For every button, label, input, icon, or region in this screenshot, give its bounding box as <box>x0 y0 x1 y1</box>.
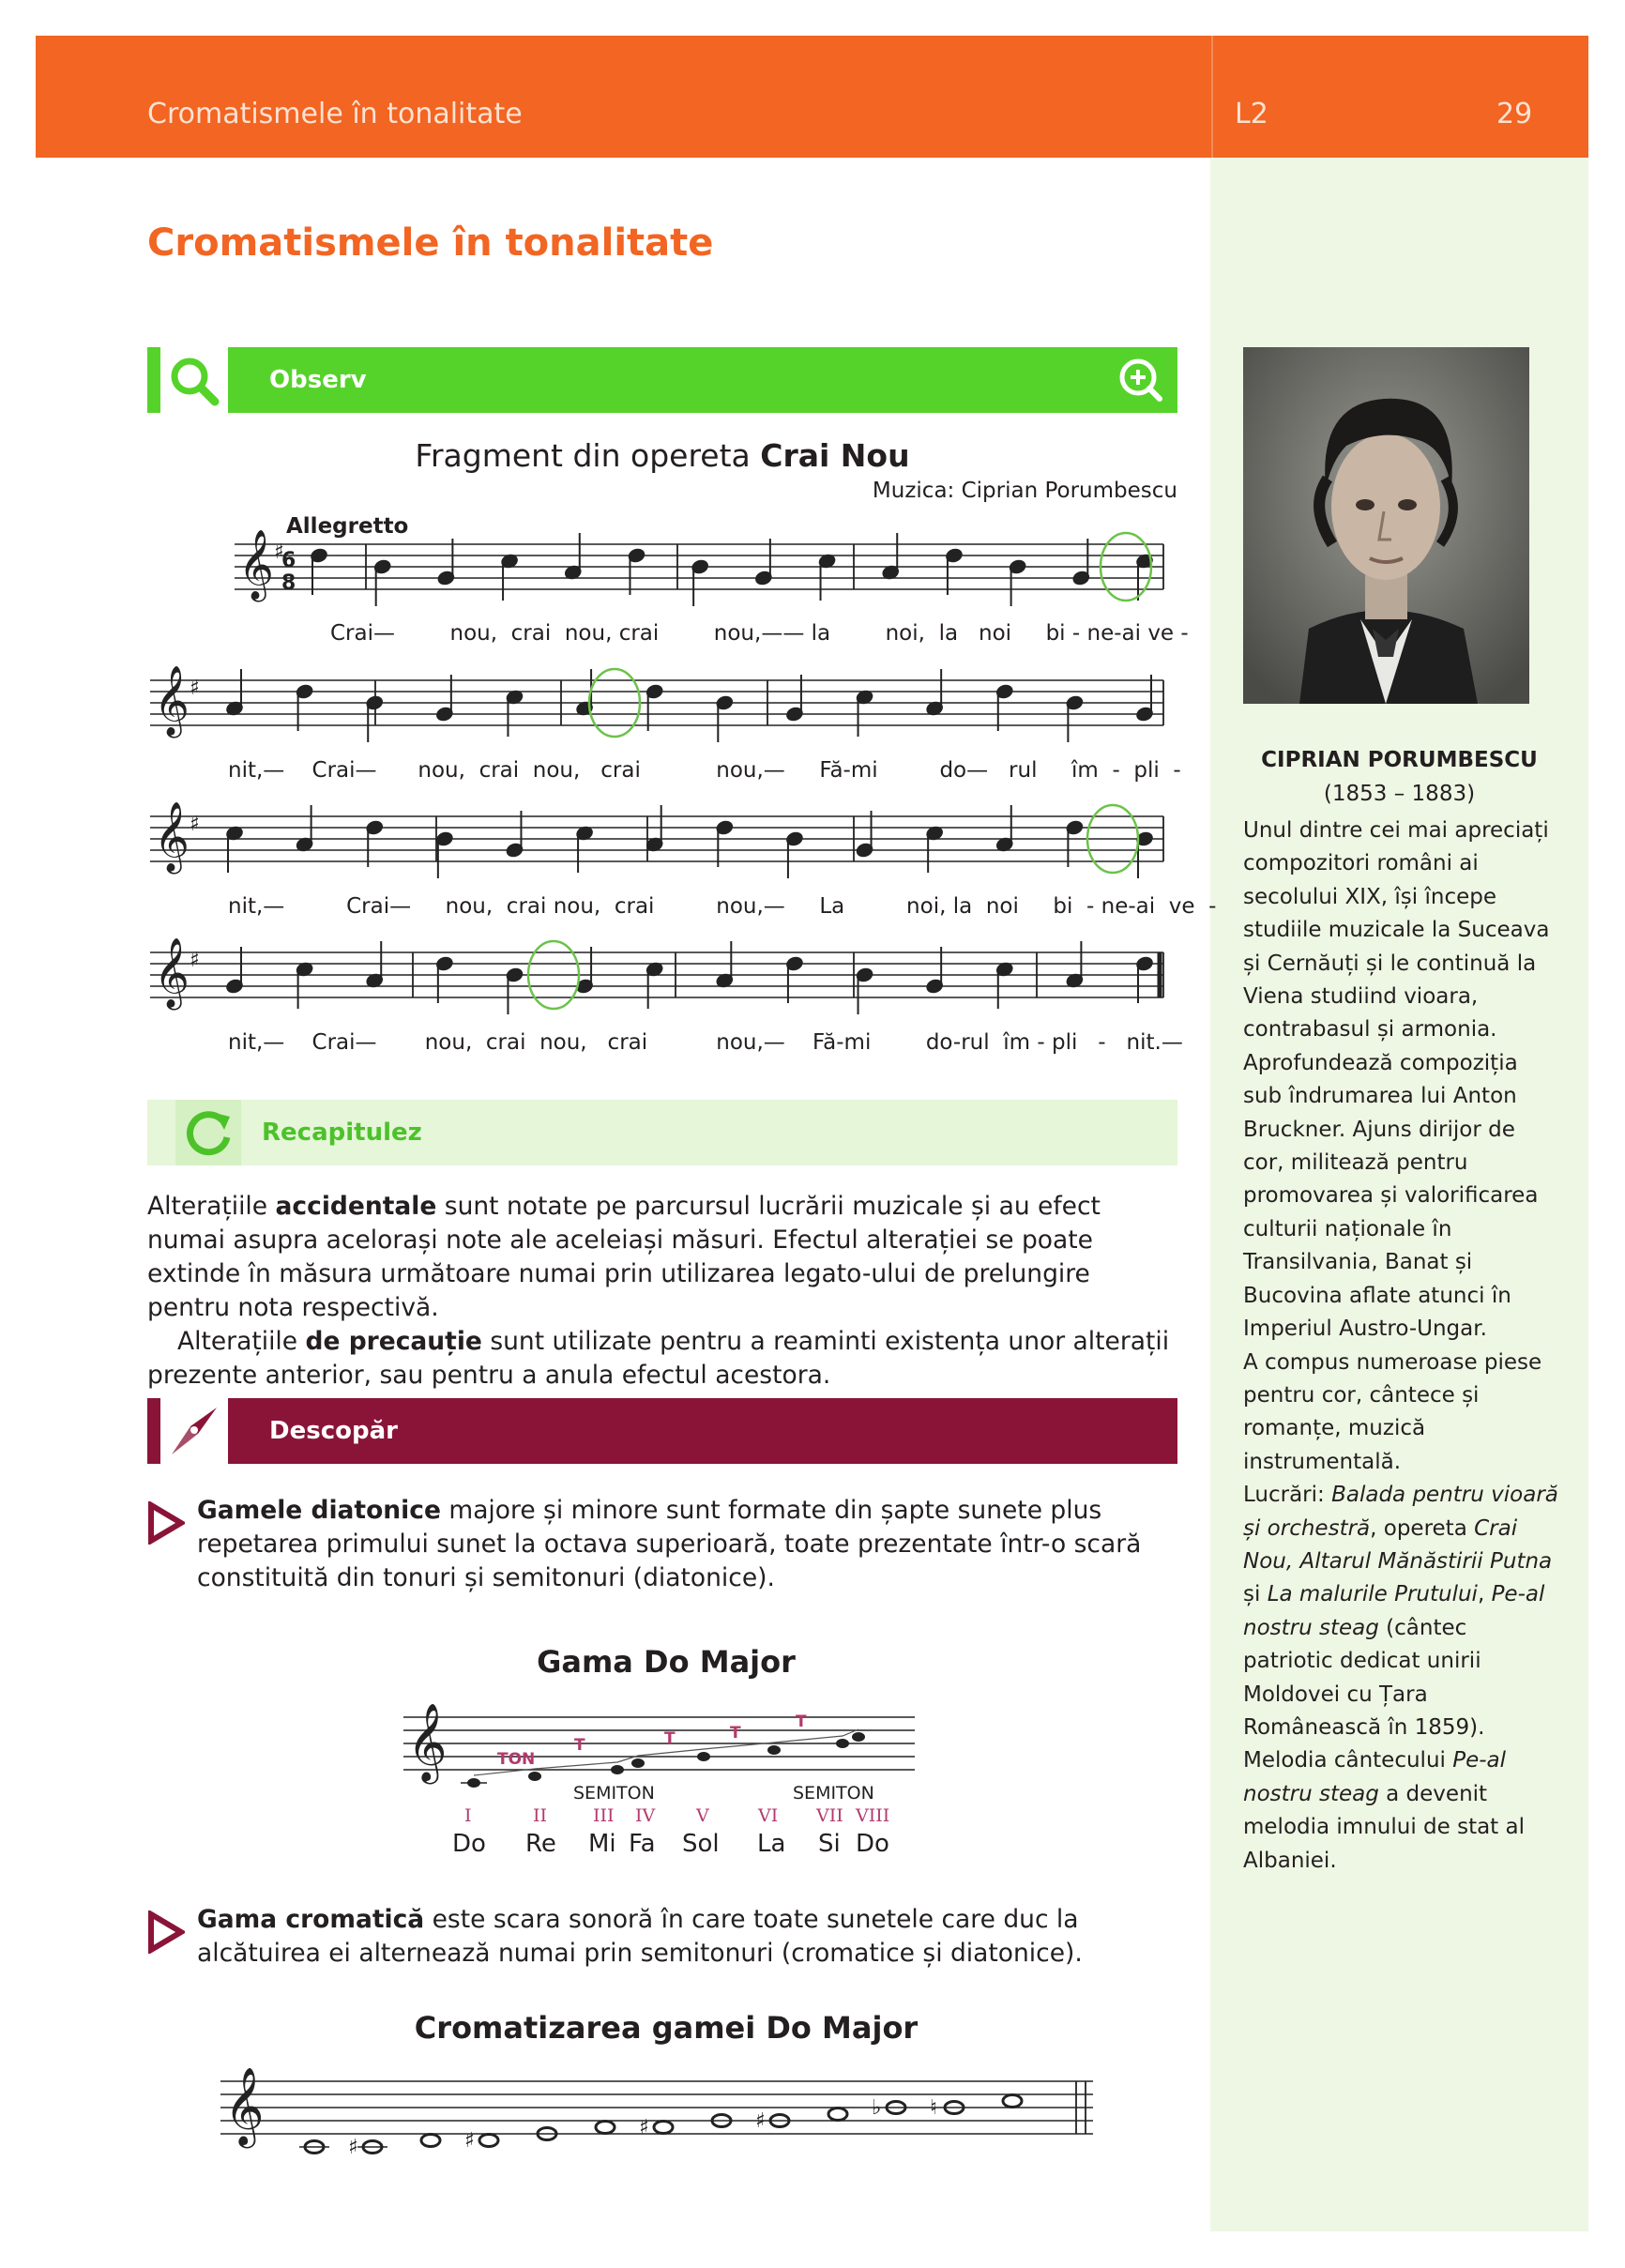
scale-major-labels <box>403 1783 929 1867</box>
chromatic-note <box>479 2135 498 2147</box>
scale-note <box>697 1752 710 1761</box>
note-name: Do <box>856 1830 889 1858</box>
works-sep-2: și <box>1243 1582 1268 1607</box>
section-descopar <box>147 1398 1177 1464</box>
semitone-label: SEMITON <box>793 1783 874 1804</box>
recap-p1-bold: accidentale <box>275 1192 437 1221</box>
degree-label: VII <box>816 1805 843 1826</box>
works-sep-1: , opereta <box>1370 1515 1475 1541</box>
degree-label: III <box>593 1805 615 1826</box>
accidental: ♯ <box>639 2116 649 2139</box>
treble-clef: 𝄞 <box>154 666 190 737</box>
header-divider <box>1211 36 1213 158</box>
interval-label: T <box>796 1712 807 1731</box>
header-bar <box>36 36 1588 158</box>
composer-bio <box>1243 814 1562 1878</box>
accidental: ♯ <box>348 2136 358 2159</box>
degree-label: V <box>696 1805 709 1826</box>
recap-p2-before: Alterațiile <box>177 1327 306 1356</box>
zoom-in-icon[interactable] <box>1117 357 1164 403</box>
works-label: Lucrări: <box>1243 1483 1332 1508</box>
lyrics-line-2: nit,— Crai— nou, crai nou, crai nou,— Fă-mi do— rul îm - pli - <box>228 758 1181 783</box>
bio-paragraph-2: A compus numeroase piese pentru cor, cântece și romanțe, muzică instrumentală. <box>1243 1349 1542 1474</box>
composer-years: (1853 – 1883) <box>1323 782 1476 806</box>
search-icon <box>147 347 241 413</box>
refresh-icon <box>175 1100 241 1165</box>
lesson-label: L2 <box>1235 98 1268 130</box>
accidental: ♮ <box>930 2096 937 2120</box>
key-signature-sharp: ♯ <box>190 949 200 972</box>
scale-chromatic-staff <box>220 2063 1112 2166</box>
header-title: Cromatismele în tonalitate <box>147 98 523 130</box>
key-signature-sharp: ♯ <box>190 677 200 700</box>
time-signature: 8 <box>281 571 296 595</box>
bullet-chromatic-bold: Gama cromatică <box>197 1905 425 1934</box>
work-5: Pe-al nostru steag <box>1243 1748 1507 1806</box>
note-name: Fa <box>629 1830 656 1858</box>
recap-p2-after: sunt utilizate pentru a reaminti existența unor alterații prezente anterior, sau pentru a anula efectul acestora. <box>147 1327 1170 1390</box>
interval-label: T <box>730 1724 741 1743</box>
bullet-chromatic <box>197 1903 1177 1971</box>
chromatic-note <box>654 2122 673 2134</box>
treble-clef: 𝄞 <box>154 802 190 873</box>
bio-paragraph-1: Unul dintre cei mai apreciați compozitori români ai secolului XIX, își începe studiile muzicale la Suceava și Cernăuți și le continuă la Viena studiind vioara, contrabasul și armonia. Aprofundează compoziția sub îndrumarea lui Anton Bruckner. Ajuns dirijor de cor, militează pentru promovarea și valorificarea culturii naționale în Transilvania, Banat și Bucovina aflate atunci în Imperiul Austro-Ungar. <box>1243 818 1550 1342</box>
composer-name: CIPRIAN PORUMBESCU <box>1261 748 1538 772</box>
accidental: ♭ <box>872 2096 882 2120</box>
section-observ-label: Observ <box>269 366 367 394</box>
fragment-title-prefix: Fragment din opereta <box>415 437 761 474</box>
scale-note <box>836 1739 849 1748</box>
lyrics-line-3: nit,— Crai— nou, crai nou, crai nou,— La noi, la noi bi - ne-ai ve - <box>228 894 1217 919</box>
bullet-arrow-icon <box>147 1910 185 1954</box>
time-signature: 6 <box>281 549 296 572</box>
chromatic-note <box>1003 2095 1022 2108</box>
music-score <box>141 525 1182 1051</box>
treble-clef: 𝄞 <box>238 530 274 601</box>
recap-p1-after: sunt notate pe parcursul lucrării muzicale și au efect numai asupra acelorași note ale aceleiași măsuri. Efectul alterației se poate extinde în măsura următoare numai prin utilizarea legato-ului de prelungire pentru nota respectivă. <box>147 1192 1101 1322</box>
work-2: Crai Nou, Altarul Mănăstirii Putna <box>1243 1515 1553 1574</box>
key-signature-sharp: ♯ <box>190 813 200 836</box>
fragment-title-bold: Crai Nou <box>760 437 910 474</box>
chromatic-note <box>421 2135 440 2147</box>
bullet-diatonic-bold: Gamele diatonice <box>197 1496 441 1525</box>
section-recap <box>147 1100 1177 1165</box>
scale-note <box>528 1772 541 1781</box>
bullet-diatonic <box>197 1494 1177 1595</box>
interval-label: TON <box>497 1750 536 1769</box>
note-name: Si <box>818 1830 841 1858</box>
scale-note <box>852 1732 865 1742</box>
recap-p2-bold: de precauție <box>305 1327 482 1356</box>
fragment-author: Muzica: Ciprian Porumbescu <box>872 479 1177 503</box>
note-name: Do <box>452 1830 486 1858</box>
degree-label: II <box>533 1805 548 1826</box>
treble-clef: 𝄞 <box>407 1701 448 1781</box>
note-name: Re <box>525 1830 556 1858</box>
accidental: ♯ <box>464 2129 475 2153</box>
section-descopar-label: Descopăr <box>269 1417 398 1445</box>
bullet-arrow-icon <box>147 1501 185 1545</box>
scale-note <box>631 1758 645 1768</box>
works-sep-3: , <box>1477 1582 1492 1607</box>
chromatic-note <box>596 2122 615 2134</box>
works-desc: (cântec patriotic dedicat unirii Moldovei cu Țara Românească în 1859). Melodia cântecului <box>1243 1615 1485 1773</box>
bullet-chromatic-text: este scara sonoră în care toate sunetele care duc la alcătuirea ei alternează numai prin semitonuri (cromatice și diatonice). <box>197 1905 1083 1968</box>
bullet-diatonic-text: majore și minore sunt formate din șapte sunete plus repetarea primului sunet la octava superioară, toate prezentate într-o scară constituită din tonuri și semitonuri (diatonice). <box>197 1496 1142 1592</box>
fragment-title <box>147 437 1177 474</box>
note-name: Mi <box>588 1830 616 1858</box>
chromatic-note <box>828 2108 847 2121</box>
section-observ <box>147 347 1177 413</box>
degree-label: I <box>464 1805 472 1826</box>
accidental: ♯ <box>755 2109 766 2133</box>
semitone-label: SEMITON <box>573 1783 655 1804</box>
scale-major-title: Gama Do Major <box>537 1644 796 1680</box>
section-recap-label: Recapitulez <box>262 1119 422 1147</box>
scale-note <box>611 1765 624 1774</box>
lyrics-line-1: Crai— nou, crai nou, crai nou,—— la noi, la noi bi - ne-ai ve - <box>330 621 1189 646</box>
interval-label: T <box>574 1736 585 1755</box>
note-name: La <box>757 1830 786 1858</box>
work-3: La malurile Prutului <box>1267 1582 1478 1607</box>
works-end: a devenit melodia imnului de stat al Albaniei. <box>1243 1781 1525 1873</box>
interval-label: T <box>664 1729 676 1748</box>
scale-chromatic-title: Cromatizarea gamei Do Major <box>414 2010 919 2046</box>
work-1: Balada pentru vioară și orchestră <box>1243 1483 1558 1541</box>
composer-name-block <box>1220 743 1579 811</box>
key-signature-sharp: ♯ <box>274 540 284 564</box>
degree-label: IV <box>635 1805 656 1826</box>
tempo-marking: Allegretto <box>286 514 409 539</box>
compass-icon <box>147 1398 241 1464</box>
note-name: Sol <box>682 1830 720 1858</box>
treble-clef: 𝄞 <box>224 2065 265 2145</box>
scale-note <box>767 1745 781 1755</box>
work-4: Pe-al nostru steag <box>1243 1582 1545 1640</box>
bio-works <box>1243 1479 1562 1878</box>
degree-label: VI <box>758 1805 779 1826</box>
recap-text <box>147 1190 1177 1393</box>
page-title: Cromatismele în tonalitate <box>147 221 714 265</box>
degree-label: VIII <box>856 1805 890 1826</box>
recap-p1-before: Alterațiile <box>147 1192 276 1221</box>
lyrics-line-4: nit,— Crai— nou, crai nou, crai nou,— Fă-mi do-rul îm - pli - nit.— <box>228 1030 1183 1055</box>
treble-clef: 𝄞 <box>154 938 190 1009</box>
page-number: 29 <box>1496 98 1533 130</box>
composer-portrait <box>1243 347 1529 704</box>
